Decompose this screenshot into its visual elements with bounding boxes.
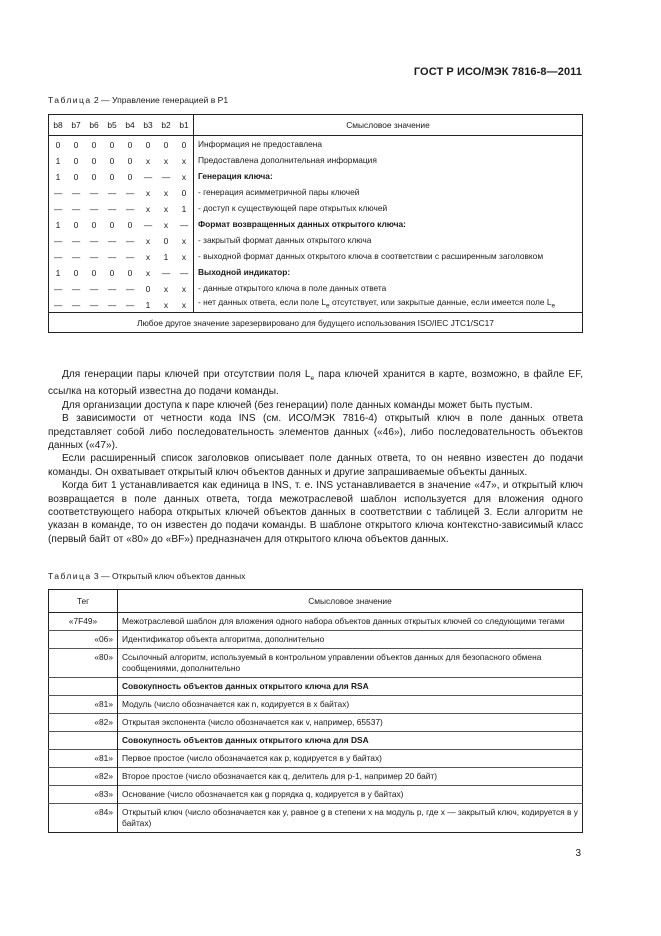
bit-cell: —: [53, 283, 63, 294]
col-b6: b6: [85, 115, 103, 136]
table2-footer-row: [49, 313, 583, 333]
bit-cell: —: [53, 251, 63, 262]
col-b4: b4: [121, 115, 139, 136]
bit-cell: —: [107, 203, 117, 214]
bit-cell: 0: [181, 187, 187, 198]
table2-row: [49, 232, 583, 248]
meaning-cell: Выходной индикатор:: [194, 264, 583, 280]
table3-caption-title: 3 — Открытый ключ объектов данных: [93, 571, 246, 581]
bit-cell: 1: [55, 171, 61, 182]
table3-row: [49, 631, 583, 649]
meaning-cell: Открытая экспонента (число обозначается как v, например, 65537): [118, 714, 583, 732]
bit-cell: —: [161, 267, 171, 278]
bit-cell: —: [125, 251, 135, 262]
col-b5: b5: [103, 115, 121, 136]
meaning-cell: Идентификатор объекта алгоритма, дополнительно: [118, 631, 583, 649]
table2-caption-title: 2 — Управление генерацией в P1: [93, 95, 229, 105]
bit-cell: —: [71, 251, 81, 262]
table2-row: [49, 136, 583, 153]
bit-cell: x: [181, 283, 187, 294]
col-b7: b7: [67, 115, 85, 136]
table3-row: [49, 678, 583, 696]
meaning-cell: - генерация асимметричной пары ключей: [194, 184, 583, 200]
bit-cell: —: [107, 235, 117, 246]
table3-row: [49, 768, 583, 786]
bit-cell: —: [89, 187, 99, 198]
bit-cell: x: [145, 203, 151, 214]
bit-cell: 0: [55, 139, 61, 150]
bit-cell: 1: [55, 155, 61, 166]
bit-cell: 1: [145, 299, 151, 310]
bit-cell: x: [163, 299, 169, 310]
bit-cell: 1: [163, 251, 169, 262]
bit-cell: x: [181, 251, 187, 262]
tag-cell: «7F49»: [49, 613, 118, 631]
table2-header-row: [49, 115, 583, 136]
document-header: ГОСТ Р ИСО/МЭК 7816-8—2011: [413, 66, 582, 78]
table2-row: [49, 200, 583, 216]
bit-cell: 0: [127, 219, 133, 230]
bit-cell: —: [125, 299, 135, 310]
col-meaning: Смысловое значение: [118, 590, 583, 613]
bit-cell: —: [107, 283, 117, 294]
bit-cell: 0: [127, 139, 133, 150]
table3: [48, 589, 583, 833]
paragraph-2: Для организации доступа к паре ключей (без генерации) поле данных команды может быть пустым.: [62, 399, 533, 411]
tag-cell: [49, 732, 118, 750]
bit-cell: x: [163, 219, 169, 230]
table2-row: [49, 168, 583, 184]
bit-cell: 0: [181, 139, 187, 150]
bit-cell: —: [53, 299, 63, 310]
tag-cell: «82»: [49, 768, 118, 786]
bit-cell: —: [89, 283, 99, 294]
table3-row: [49, 750, 583, 768]
bit-cell: 0: [73, 171, 79, 182]
meaning-cell: Генерация ключа:: [194, 168, 583, 184]
bit-cell: 0: [91, 139, 97, 150]
table2-row: [49, 216, 583, 232]
tag-cell: «84»: [49, 804, 118, 833]
tag-cell: «81»: [49, 750, 118, 768]
bit-cell: 0: [91, 219, 97, 230]
bit-cell: —: [161, 171, 171, 182]
paragraph-3: В зависимости от четности кода INS (см. ИСО/МЭК 7816-4) открытый ключ в поле данных ответа представляет собой либо последовательность элементов данных («46»), либо последовательность объектов данных («47»).: [48, 413, 583, 452]
table3-row: [49, 649, 583, 678]
tag-cell: «83»: [49, 786, 118, 804]
bit-cell: x: [181, 155, 187, 166]
col-b1: b1: [175, 115, 194, 136]
meaning-cell: Ссылочный алгоритм, используемый в контрольном управлении объектов данных для безопасного обмена сообщениями, дополнительно: [118, 649, 583, 678]
bit-cell: 0: [127, 155, 133, 166]
table3-header-row: [49, 590, 583, 613]
bit-cell: x: [181, 171, 187, 182]
table2-caption-prefix: Таблица: [48, 95, 92, 105]
bit-cell: 0: [109, 171, 115, 182]
bit-cell: —: [143, 171, 153, 182]
bit-cell: 0: [109, 267, 115, 278]
table2-row: [49, 152, 583, 168]
bit-cell: 0: [145, 283, 151, 294]
meaning-cell: - доступ к существующей паре открытых ключей: [194, 200, 583, 216]
table2-row: [49, 184, 583, 200]
paragraph-5: Когда бит 1 устанавливается как единица в INS, т. е. INS устанавливается в значение «47», и открытый ключ возвращается в поле данных ответа, тогда межотраслевой шаблон используется для вложения одного соответствующего набора открытых ключей объектов данных в соответствии с таблицей 3. Если алгоритм не указан в команде, то он известен до подачи команды. В шаблоне открытого ключа контекстно-зависимый класс (первый байт от «80» до «BF») предназначен для открытого ключа объектов данных.: [48, 480, 583, 545]
bit-cell: 0: [109, 219, 115, 230]
bit-cell: —: [53, 203, 63, 214]
bit-cell: 0: [91, 155, 97, 166]
tag-cell: [49, 678, 118, 696]
bit-cell: —: [107, 187, 117, 198]
meaning-cell: - выходной формат данных открытого ключа в соответствии с расширенным заголовком: [194, 248, 583, 264]
tag-cell: «06»: [49, 631, 118, 649]
bit-cell: 0: [163, 139, 169, 150]
bit-cell: 0: [127, 171, 133, 182]
bit-cell: —: [89, 251, 99, 262]
bit-cell: —: [125, 203, 135, 214]
meaning-cell: Информация не предоставлена: [194, 136, 583, 153]
bit-cell: x: [145, 187, 151, 198]
tag-cell: «82»: [49, 714, 118, 732]
bit-cell: —: [89, 299, 99, 310]
bit-cell: —: [89, 203, 99, 214]
table3-row: [49, 786, 583, 804]
meaning-cell: Модуль (число обозначается как n, кодируется в x байтах): [118, 696, 583, 714]
bit-cell: x: [145, 235, 151, 246]
bit-cell: —: [107, 251, 117, 262]
bit-cell: x: [145, 251, 151, 262]
bit-cell: —: [179, 219, 189, 230]
bit-cell: —: [71, 187, 81, 198]
table3-row: [49, 696, 583, 714]
meaning-cell: Основание (число обозначается как g порядка q, кодируется в y байтах): [118, 786, 583, 804]
meaning-cell: Открытый ключ (число обозначается как y, равное g в степени x на модуль p, где x — закрытый ключ, кодируется в y байтах): [118, 804, 583, 833]
bit-cell: 0: [127, 267, 133, 278]
bit-cell: 0: [91, 267, 97, 278]
bit-cell: 0: [163, 235, 169, 246]
meaning-cell: Второе простое (число обозначается как q, делитель для p-1, например 20 байт): [118, 768, 583, 786]
meaning-cell: Межотраслевой шаблон для вложения одного набора объектов данных открытых ключей со следующими тегами: [118, 613, 583, 631]
paragraph-1: Для генерации пары ключей при отсутствии поля $L_e$ пара ключей хранится в карте, возможно, в файле EF, ссылка на который известна до подачи команды.: [48, 369, 583, 398]
col-b3: b3: [139, 115, 157, 136]
bit-cell: 0: [73, 139, 79, 150]
bit-cell: 1: [181, 203, 187, 214]
page-number: 3: [575, 848, 581, 859]
bit-cell: —: [53, 187, 63, 198]
meaning-cell: - нет данных ответа, если поле $L_e$ отсутствует, или закрытые данные, если имеется поле $L_e$: [194, 296, 583, 313]
bit-cell: 0: [91, 171, 97, 182]
col-meaning: Смысловое значение: [194, 115, 583, 136]
bit-cell: —: [71, 299, 81, 310]
bit-cell: 0: [109, 139, 115, 150]
col-b8: b8: [49, 115, 68, 136]
bit-cell: 0: [73, 219, 79, 230]
bit-cell: x: [163, 187, 169, 198]
meaning-cell: Первое простое (число обозначается как p, кодируется в y байтах): [118, 750, 583, 768]
table3-caption: [48, 571, 245, 581]
bit-cell: —: [89, 235, 99, 246]
bit-cell: x: [181, 235, 187, 246]
table3-row: [49, 804, 583, 833]
table3-row: [49, 714, 583, 732]
bit-cell: x: [145, 267, 151, 278]
bit-cell: —: [71, 235, 81, 246]
bit-cell: x: [163, 283, 169, 294]
meaning-cell: Совокупность объектов данных открытого ключа для DSA: [118, 732, 583, 750]
meaning-cell: Предоставлена дополнительная информация: [194, 152, 583, 168]
col-b2: b2: [157, 115, 175, 136]
bit-cell: 0: [73, 155, 79, 166]
table2-row: [49, 264, 583, 280]
paragraph-4: Если расширенный список заголовков описывает поле данных ответа, то он неявно известен до подачи команды. Он охватывает открытый ключ объектов данных и другие запрашиваемые объекты данных.: [48, 453, 583, 478]
table3-row: [49, 613, 583, 631]
body-text: [48, 368, 583, 546]
bit-cell: —: [125, 187, 135, 198]
bit-cell: —: [107, 299, 117, 310]
bit-cell: x: [145, 155, 151, 166]
table2: [48, 114, 583, 333]
bit-cell: 1: [55, 219, 61, 230]
table3-caption-prefix: Таблица: [48, 571, 92, 581]
table2-row: [49, 280, 583, 296]
meaning-cell: Формат возвращенных данных открытого ключа:: [194, 216, 583, 232]
tag-cell: «80»: [49, 649, 118, 678]
bit-cell: 0: [145, 139, 151, 150]
bit-cell: 1: [55, 267, 61, 278]
bit-cell: —: [143, 219, 153, 230]
meaning-cell: - данные открытого ключа в поле данных ответа: [194, 280, 583, 296]
bit-cell: —: [179, 267, 189, 278]
table2-caption: [48, 95, 228, 105]
bit-cell: —: [53, 235, 63, 246]
bit-cell: 0: [109, 155, 115, 166]
table2-row: [49, 296, 583, 313]
meaning-cell: Совокупность объектов данных открытого ключа для RSA: [118, 678, 583, 696]
tag-cell: «81»: [49, 696, 118, 714]
table2-footer: Любое другое значение зарезервировано для будущего использования ISO/IEC JTC1/SC17: [49, 313, 583, 333]
bit-cell: 0: [73, 267, 79, 278]
bit-cell: —: [125, 235, 135, 246]
col-tag: Тег: [49, 590, 118, 613]
bit-cell: —: [71, 203, 81, 214]
bit-cell: x: [181, 299, 187, 310]
meaning-cell: - закрытый формат данных открытого ключа: [194, 232, 583, 248]
bit-cell: —: [71, 283, 81, 294]
bit-cell: —: [125, 283, 135, 294]
table2-row: [49, 248, 583, 264]
bit-cell: x: [163, 155, 169, 166]
bit-cell: x: [163, 203, 169, 214]
table3-row: [49, 732, 583, 750]
